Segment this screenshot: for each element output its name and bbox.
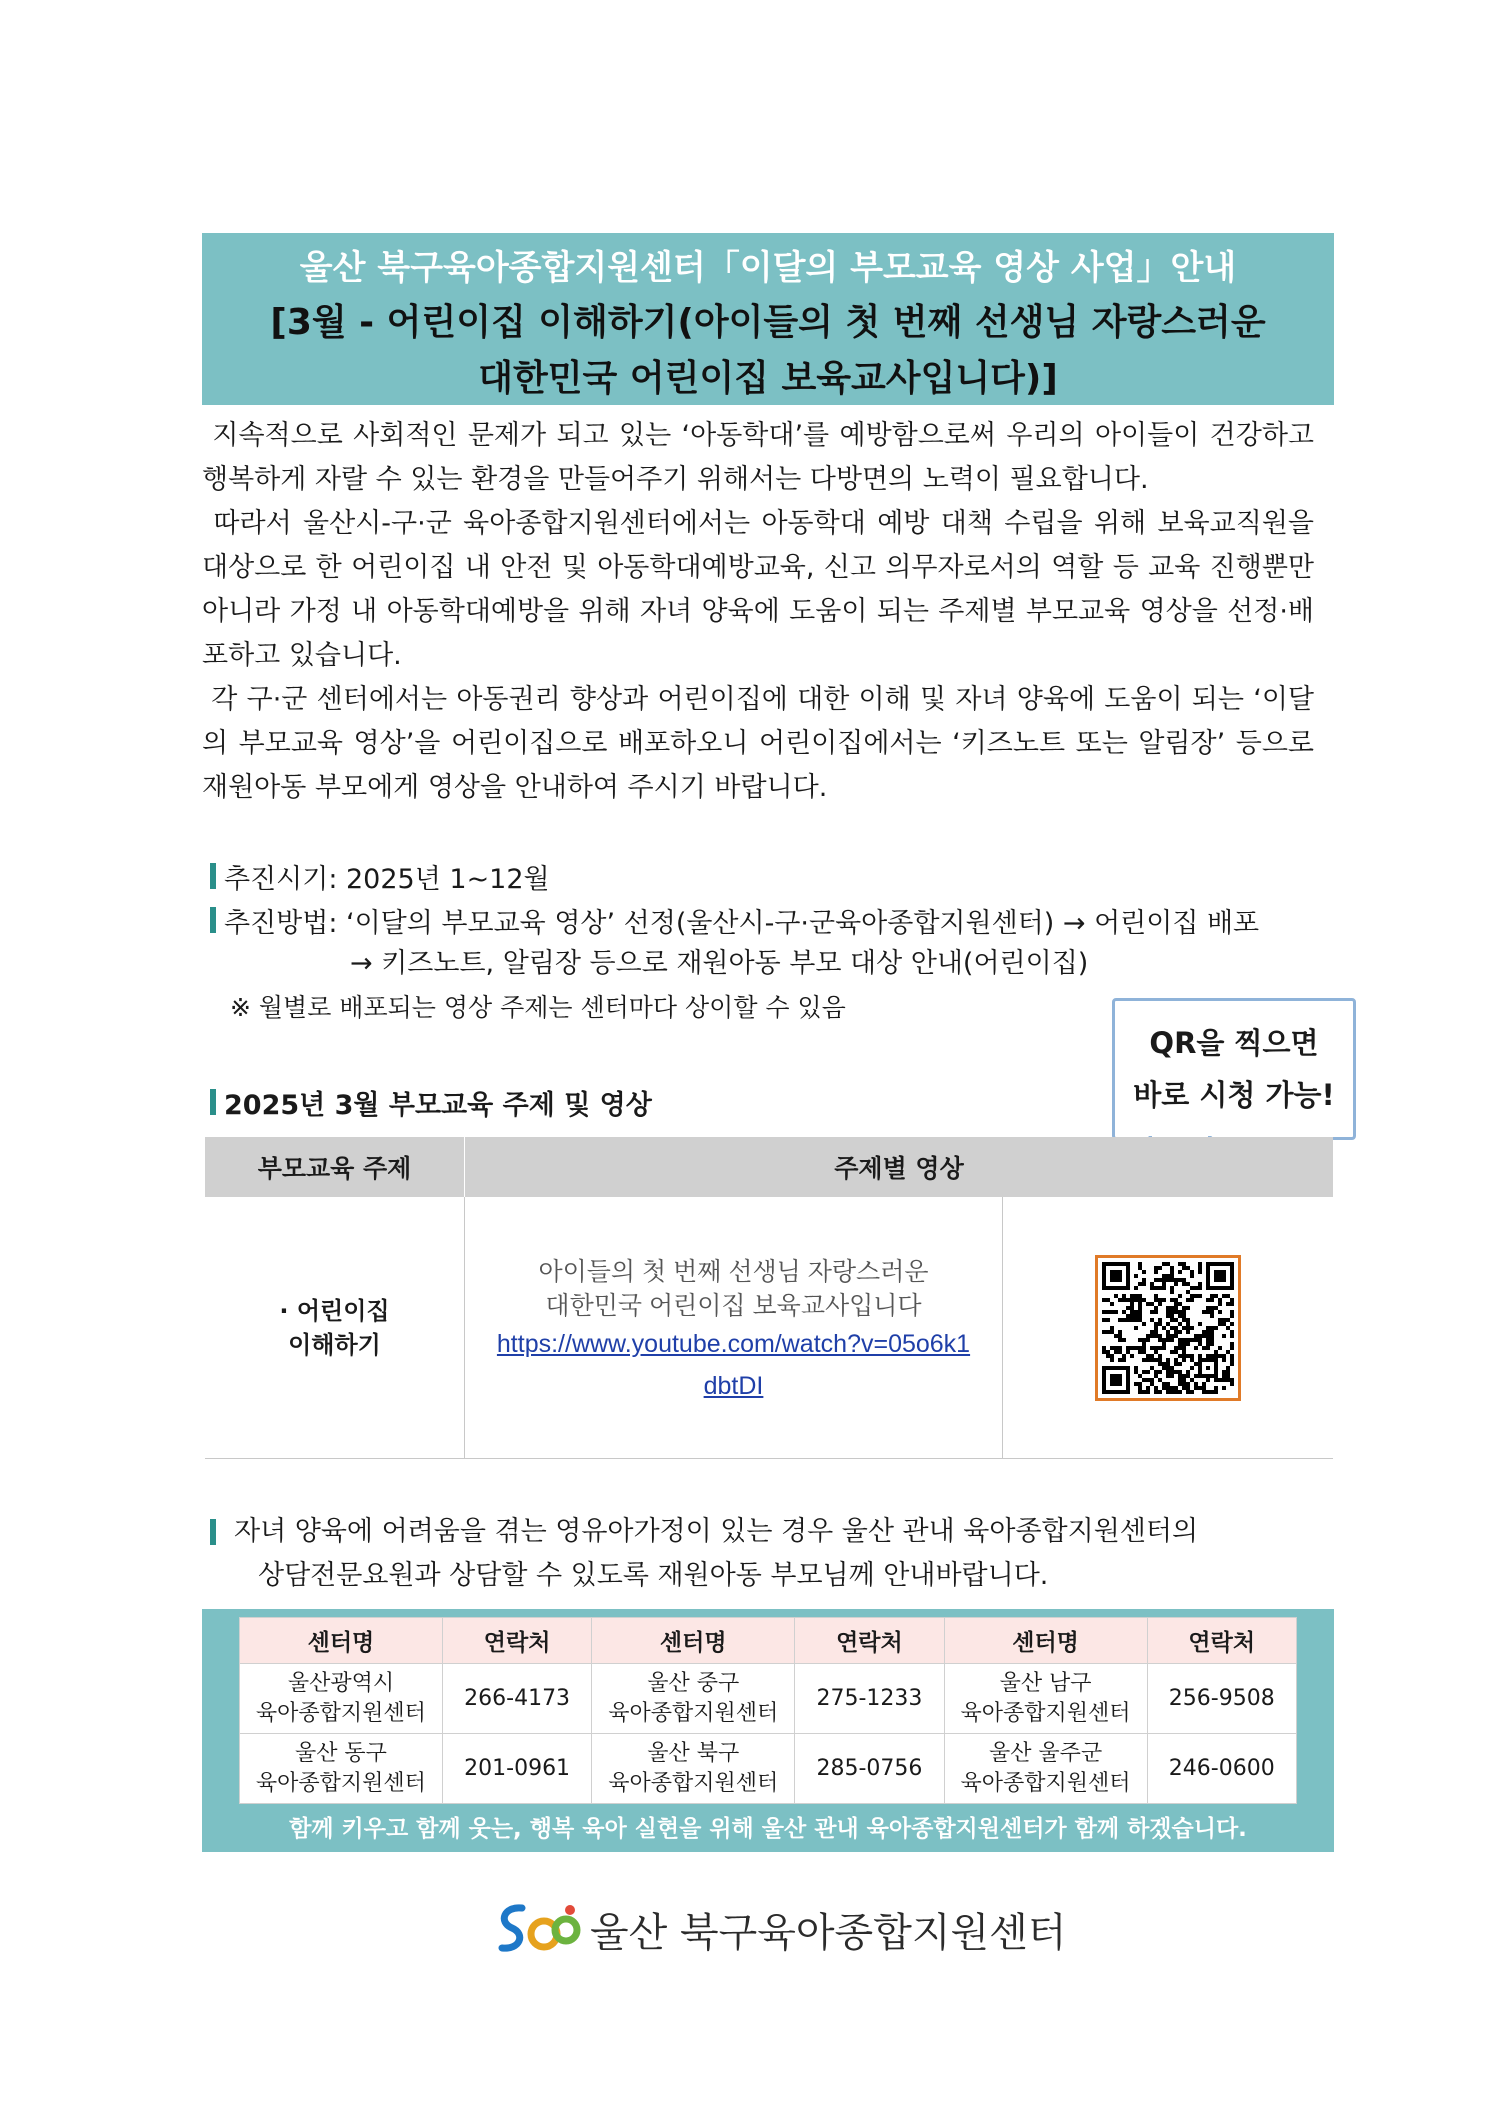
intro-paragraph-1-text: 지속적으로 사회적인 문제가 되고 있는 ‘아동학대’를 예방함으로써 우리의 아이들이 건강하고 행복하게 자랄 수 있는 환경을 만들어주기 위해서는 다방면의 노력이 필요합니다. [202,420,1314,495]
header-contact: 연락처 [1147,1618,1296,1664]
centers-table [239,1617,1297,1804]
logo-text: 울산 북구육아종합지원센터 [590,1909,1067,1956]
header-contact: 연락처 [795,1618,944,1664]
bullet-bar-icon [210,907,216,933]
video-table-header [205,1137,1333,1197]
topic-line-2: 이해하기 [288,1330,381,1359]
table-row [205,1197,1333,1459]
center-name: 울산광역시 [287,1670,395,1696]
title-banner [202,233,1334,405]
center-name-cell [944,1734,1147,1804]
center-phone: 266-4173 [442,1664,591,1734]
centers-footer: 함께 키우고 함께 웃는, 행복 육아 실현을 위해 울산 관내 육아종합지원센터가 함께 하겠습니다. [289,1816,1247,1842]
bullet-bar-icon [210,863,216,889]
centers-header-row [240,1618,1297,1664]
center-name-cell [240,1664,443,1734]
header-center-name: 센터명 [592,1618,795,1664]
video-cell [465,1197,1003,1458]
schedule-method-continued: → 키즈노트, 알림장 등으로 재원아동 부모 대상 안내(어린이집) [350,948,1089,979]
center-name-sub: 육아종합지원센터 [960,1770,1131,1796]
table-row [240,1734,1297,1804]
qr-speech-bubble [1112,998,1356,1140]
center-name-cell [240,1734,443,1804]
header-topic: 부모교육 주제 [205,1137,465,1197]
video-section-heading-text: 2025년 3월 부모교육 주제 및 영상 [224,1089,652,1121]
centers-box [202,1609,1334,1852]
consult-line-1-text: 자녀 양육에 어려움을 겪는 영유아가정이 있는 경우 울산 관내 육아종합지원센터의 [234,1516,1199,1547]
header-center-name: 센터명 [944,1618,1147,1664]
center-name-cell [944,1664,1147,1734]
header-contact: 연락처 [442,1618,591,1664]
center-name: 울산 북구 [647,1740,740,1766]
center-name: 울산 울주군 [988,1740,1103,1766]
center-phone: 275-1233 [795,1664,944,1734]
qr-cell [1003,1197,1333,1458]
bullet-bar-icon [210,1519,216,1545]
consult-line-2: 상담전문요원과 상담할 수 있도록 재원아동 부모님께 안내바랍니다. [258,1560,1049,1591]
center-name: 울산 남구 [999,1670,1092,1696]
schedule-period [210,854,1320,898]
header-center-name: 센터명 [240,1618,443,1664]
video-title-2: 대한민국 어린이집 보육교사입니다 [545,1292,922,1320]
intro-paragraph-1 [202,414,1314,502]
bubble-line-2: 바로 시청 가능! [1133,1078,1335,1112]
center-name-sub: 육아종합지원센터 [255,1770,426,1796]
center-phone: 201-0961 [442,1734,591,1804]
consult-notice [210,1510,1320,1598]
video-link-continued[interactable]: dbtDI [703,1372,764,1400]
video-section-heading [210,1080,652,1124]
footer-logo [492,1898,1066,1960]
center-name: 울산 동구 [294,1740,387,1766]
center-name-cell [592,1664,795,1734]
video-link[interactable]: https://www.youtube.com/watch?v=05o6k1 [496,1330,971,1358]
center-name-cell [592,1734,795,1804]
consult-line-1 [210,1510,1320,1554]
center-logo-icon [492,1898,582,1960]
center-phone: 285-0756 [795,1734,944,1804]
center-name-sub: 육아종합지원센터 [255,1700,426,1726]
schedule-method-text: 추진방법: ‘이달의 부모교육 영상’ 선정(울산시-구·군육아종합지원센터) → 어린이집 배포 [224,907,1260,939]
title-line-3: 대한민국 어린이집 보육교사입니다)] [478,358,1058,399]
video-table [205,1137,1333,1459]
schedule-method [210,898,1320,942]
bullet-bar-icon [210,1089,216,1115]
intro-paragraph-2 [202,502,1314,678]
bubble-line-1: QR을 찍으면 [1149,1026,1319,1060]
schedule-note: ※ 월별로 배포되는 영상 주제는 센터마다 상이할 수 있음 [230,993,846,1022]
center-name: 울산 중구 [647,1670,740,1696]
header-video: 주제별 영상 [834,1154,964,1183]
center-name-sub: 육아종합지원센터 [608,1770,779,1796]
video-title-1: 아이들의 첫 번째 선생님 자랑스러운 [538,1258,929,1286]
center-phone: 246-0600 [1147,1734,1296,1804]
intro-paragraph-3 [202,678,1314,810]
center-phone: 256-9508 [1147,1664,1296,1734]
qr-code-icon[interactable] [1095,1255,1241,1401]
topic-cell [205,1197,465,1458]
title-line-1: 울산 북구육아종합지원센터「이달의 부모교육 영상 사업」안내 [299,248,1237,288]
intro-text [202,414,1314,810]
center-name-sub: 육아종합지원센터 [960,1700,1131,1726]
schedule-period-text: 추진시기: 2025년 1~12월 [224,863,550,895]
table-row [240,1664,1297,1734]
intro-paragraph-3-text: 각 구·군 센터에서는 아동권리 향상과 어린이집에 대한 이해 및 자녀 양육에 도움이 되는 ‘이달의 부모교육 영상’을 어린이집으로 배포하오니 어린이집에서는 ‘키즈노트 또는 알림장’ 등으로 재원아동 부모에게 영상을 안내하여 주시기 바랍니다. [202,684,1314,803]
center-name-sub: 육아종합지원센터 [608,1700,779,1726]
title-line-2: [3월 - 어린이집 이해하기(아이들의 첫 번째 선생님 자랑스러운 [270,302,1266,343]
topic-line-1: · 어린이집 [279,1296,390,1325]
intro-paragraph-2-text: 따라서 울산시-구·군 육아종합지원센터에서는 아동학대 예방 대책 수립을 위해 보육교직원을 대상으로 한 어린이집 내 안전 및 아동학대예방교육, 신고 의무자로서의 역할 등 교육 진행뿐만 아니라 가정 내 아동학대예방을 위해 자녀 양육에 도움이 되는 주제별 부모교육 영상을 선정·배포하고 있습니다. [202,508,1314,671]
